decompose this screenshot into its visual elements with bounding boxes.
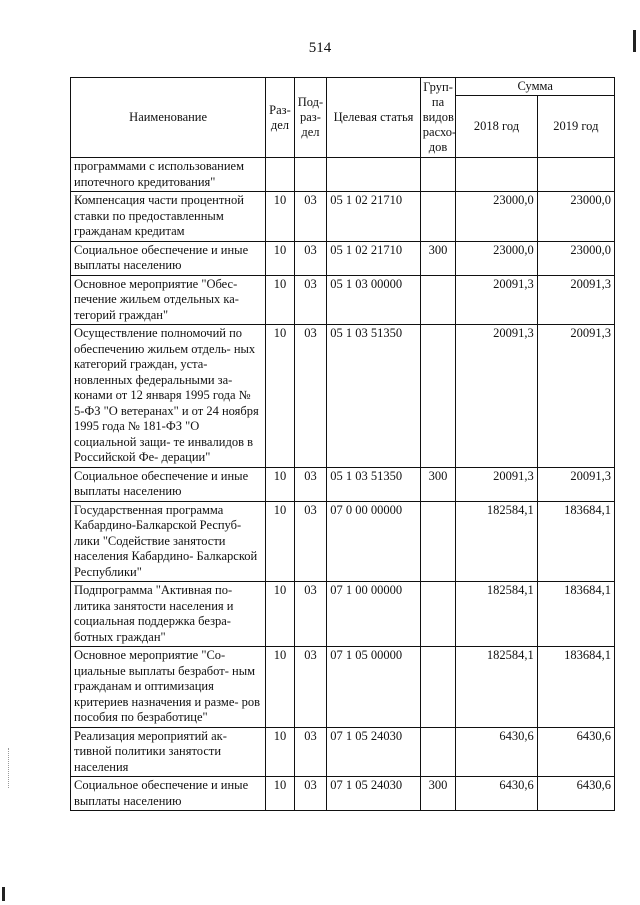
header-article: Целевая статья [327, 78, 421, 158]
cell-razdel: 10 [266, 727, 294, 777]
cell-article: 05 1 02 21710 [327, 241, 421, 275]
cell-article: 07 0 00 00000 [327, 501, 421, 582]
cell-name: Подпрограмма "Активная по- литика занятости населения и социальная поддержка безра- ботных граждан" [71, 582, 266, 647]
cell-podrazdel: 03 [294, 467, 327, 501]
cell-razdel: 10 [266, 325, 294, 468]
cell-name: Социальное обеспечение и иные выплаты населению [71, 241, 266, 275]
cell-2018: 182584,1 [456, 647, 537, 728]
table-row [71, 582, 615, 647]
table-row [71, 777, 615, 811]
cell-2019: 23000,0 [537, 241, 614, 275]
cell-article: 05 1 03 51350 [327, 467, 421, 501]
table-row [71, 325, 615, 468]
cell-podrazdel: 03 [294, 727, 327, 777]
cell-2019: 20091,3 [537, 275, 614, 325]
cell-razdel: 10 [266, 241, 294, 275]
cell-group [420, 275, 456, 325]
cell-podrazdel: 03 [294, 192, 327, 242]
cell-name: Компенсация части процентной ставки по предоставленным гражданам кредитам [71, 192, 266, 242]
table-row [71, 727, 615, 777]
cell-name: Основное мероприятие "Обес- печение жильем отдельных ка- тегорий граждан" [71, 275, 266, 325]
cell-podrazdel: 03 [294, 241, 327, 275]
cell-article: 07 1 05 00000 [327, 647, 421, 728]
cell-name: Социальное обеспечение и иные выплаты населению [71, 467, 266, 501]
cell-2018: 182584,1 [456, 582, 537, 647]
cell-2019 [537, 158, 614, 192]
cell-group: 300 [420, 467, 456, 501]
cell-article: 05 1 03 00000 [327, 275, 421, 325]
cell-2019: 20091,3 [537, 467, 614, 501]
cell-razdel [266, 158, 294, 192]
margin-dots [8, 748, 10, 788]
cell-article: 07 1 05 24030 [327, 727, 421, 777]
cell-group [420, 325, 456, 468]
cell-2018: 20091,3 [456, 275, 537, 325]
table-row [71, 275, 615, 325]
table-header [71, 78, 615, 158]
cell-group [420, 647, 456, 728]
cell-razdel: 10 [266, 647, 294, 728]
cell-2018: 20091,3 [456, 467, 537, 501]
cell-group [420, 501, 456, 582]
table-row [71, 158, 615, 192]
cell-2018: 20091,3 [456, 325, 537, 468]
table-row [71, 647, 615, 728]
cell-razdel: 10 [266, 777, 294, 811]
header-group: Груп- па видов расхо- дов [420, 78, 456, 158]
cell-2018: 6430,6 [456, 777, 537, 811]
cell-group [420, 582, 456, 647]
cell-2019: 20091,3 [537, 325, 614, 468]
cell-name: Социальное обеспечение и иные выплаты населению [71, 777, 266, 811]
header-razdel: Раз- дел [266, 78, 294, 158]
cell-2019: 6430,6 [537, 777, 614, 811]
header-year-2019: 2019 год [537, 96, 614, 158]
cell-article: 05 1 02 21710 [327, 192, 421, 242]
budget-table [70, 77, 615, 811]
table-body [71, 158, 615, 811]
margin-mark [2, 887, 5, 901]
cell-group: 300 [420, 241, 456, 275]
cell-name: Основное мероприятие "Со- циальные выплаты безработ- ным гражданам и оптимизация критериев назначения и разме- ров пособия по безработице" [71, 647, 266, 728]
cell-group [420, 727, 456, 777]
cell-razdel: 10 [266, 582, 294, 647]
cell-2019: 6430,6 [537, 727, 614, 777]
cell-article: 07 1 00 00000 [327, 582, 421, 647]
cell-2019: 23000,0 [537, 192, 614, 242]
cell-razdel: 10 [266, 192, 294, 242]
cell-group: 300 [420, 777, 456, 811]
header-name: Наименование [71, 78, 266, 158]
cell-podrazdel: 03 [294, 582, 327, 647]
cell-article [327, 158, 421, 192]
cell-2019: 183684,1 [537, 582, 614, 647]
cell-2018 [456, 158, 537, 192]
cell-razdel: 10 [266, 501, 294, 582]
table-row [71, 501, 615, 582]
cell-podrazdel: 03 [294, 501, 327, 582]
cell-2018: 23000,0 [456, 241, 537, 275]
cell-name: Осуществление полномочий по обеспечению жильем отдель- ных категорий граждан, уста- новленных федеральными за- конами от 12 января 1995 года № 5-ФЗ "О ветеранах" и от 24 ноября 1995 года № 181-ФЗ "О социальной защи- те инвалидов в Российской Фе- дерации" [71, 325, 266, 468]
cell-2019: 183684,1 [537, 647, 614, 728]
cell-podrazdel: 03 [294, 647, 327, 728]
table-row [71, 192, 615, 242]
cell-2018: 6430,6 [456, 727, 537, 777]
cell-article: 07 1 05 24030 [327, 777, 421, 811]
cell-razdel: 10 [266, 275, 294, 325]
cell-2018: 182584,1 [456, 501, 537, 582]
cell-name: Государственная программа Кабардино-Балкарской Респуб- лики "Содействие занятости населения Кабардино- Балкарской Республики" [71, 501, 266, 582]
cell-razdel: 10 [266, 467, 294, 501]
page-number: 514 [308, 40, 332, 56]
cell-podrazdel [294, 158, 327, 192]
header-year-2018: 2018 год [456, 96, 537, 158]
header-podrazdel: Под- раз- дел [294, 78, 327, 158]
header-sum: Сумма [456, 78, 615, 96]
cell-name: Реализация мероприятий ак- тивной политики занятости населения [71, 727, 266, 777]
cell-name: программами с использованием ипотечного кредитования" [71, 158, 266, 192]
cell-article: 05 1 03 51350 [327, 325, 421, 468]
cell-group [420, 158, 456, 192]
cell-group [420, 192, 456, 242]
cell-2018: 23000,0 [456, 192, 537, 242]
table-row [71, 241, 615, 275]
cell-podrazdel: 03 [294, 275, 327, 325]
cell-2019: 183684,1 [537, 501, 614, 582]
cell-podrazdel: 03 [294, 777, 327, 811]
cell-podrazdel: 03 [294, 325, 327, 468]
table-row [71, 467, 615, 501]
